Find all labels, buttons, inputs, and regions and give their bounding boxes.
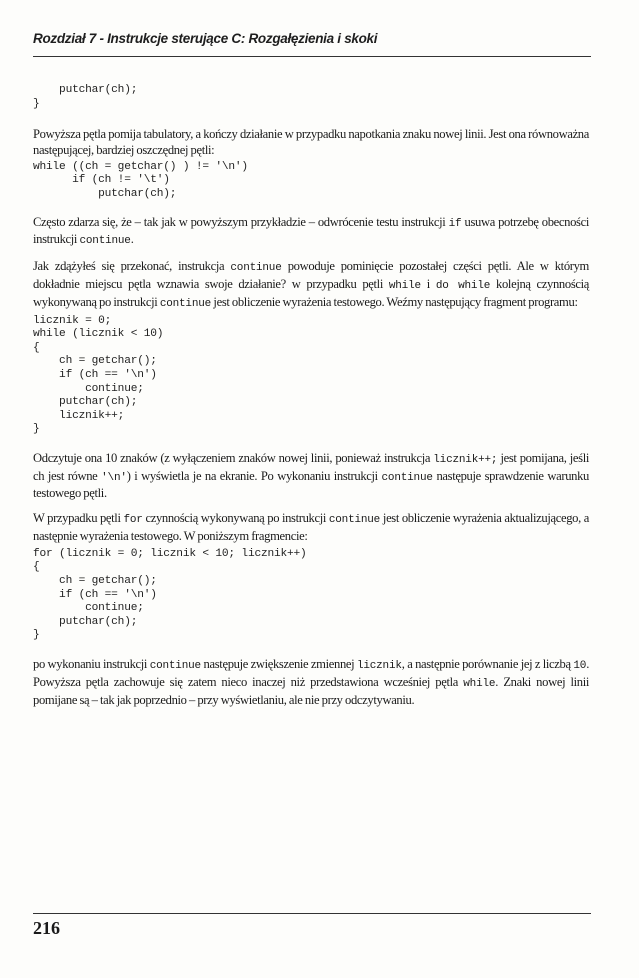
inline-code: continue — [328, 514, 381, 527]
paragraph-5 — [33, 511, 589, 545]
inline-code: licznik++; — [433, 453, 498, 466]
inline-code: '\n' — [101, 471, 127, 484]
paragraph-3 — [33, 259, 589, 312]
text-run: po wykonaniu instrukcji — [33, 657, 150, 672]
paragraph-2 — [33, 215, 589, 251]
text-run: W przypadku pętli — [33, 511, 124, 526]
inline-code: continue — [79, 235, 131, 248]
code-block-4: for (licznik = 0; licznik < 10; licznik++) { ch = getchar(); if (ch == '\n') continue; putchar(ch); } — [33, 547, 307, 642]
text-run: jest pomijana, jeśli ch jest równe — [33, 450, 589, 483]
inline-code: continue — [159, 297, 212, 310]
text-run: następuje sprawdzenie warunku testowego pętli. — [33, 468, 589, 501]
text-run: jest obliczenie wyrażenia aktualizującego, a następnie wyrażenia testowego. W poniższym fragmencie: — [33, 511, 589, 544]
text-run: Odczytuje ona 10 znaków (z wyłączeniem znaków nowej linii, ponieważ instrukcja — [33, 450, 434, 465]
text-run: usuwa potrzebę obecności instrukcji — [33, 214, 589, 247]
code-block-3: licznik = 0; while (licznik < 10) { ch = getchar(); if (ch == '\n') continue; putchar(ch); licznik++; } — [33, 314, 164, 436]
text-run: . Powyższa pętla zachowuje się zatem nieco inaczej niż przedstawiona wcześniej pętla — [33, 657, 589, 689]
text-run: jest obliczenie wyrażenia testowego. Weźmy następujący fragment programu: — [211, 294, 578, 309]
inline-code: while — [463, 677, 496, 690]
inline-code: for — [123, 514, 143, 527]
text-run: i — [420, 276, 436, 291]
text-run: , a następnie porównanie jej z liczbą — [401, 657, 574, 672]
inline-code: continue — [381, 471, 433, 484]
text-run: powoduje pominięcie pozostałej części pętli. Ale w którym dokładnie miejscu pętla wznawia swoje działanie? w przypadku pętli — [33, 259, 589, 291]
page-number: 216 — [33, 918, 60, 938]
inline-code: do while — [435, 279, 491, 292]
header-rule — [33, 56, 591, 57]
inline-code: continue — [230, 262, 282, 275]
paragraph-1: Powyższa pętla pomija tabulatory, a kończy działanie w przypadku napotkania znaku nowej linii. Jest ona równoważna następującej, bardziej oszczędnej pętli: — [33, 127, 589, 157]
paragraph-4 — [33, 451, 589, 502]
inline-code: while — [388, 279, 421, 292]
text-run: Jak zdążyłeś się przekonać, instrukcja — [33, 259, 231, 274]
text-run: ) i wyświetla je na ekranie. Po wykonaniu instrukcji — [126, 468, 382, 483]
code-block-2: while ((ch = getchar() ) != '\n') if (ch != '\t') putchar(ch); — [33, 160, 248, 200]
inline-code: 10 — [573, 660, 587, 673]
text-run: . Znaki nowej linii pomijane są – tak jak poprzednio – przy wyświetlaniu, ale nie przy odczytywaniu. — [33, 674, 589, 707]
page-body — [33, 84, 589, 708]
text-run: . — [130, 232, 134, 247]
text-run: Często zdarza się, że – tak jak w powyższym przykładzie – odwrócenie testu instrukcji — [33, 214, 449, 229]
footer-rule — [33, 913, 591, 914]
running-header: Rozdział 7 - Instrukcje sterujące C: Rozgałęzienia i skoki — [33, 31, 378, 46]
code-block-1: putchar(ch); } — [33, 84, 138, 110]
inline-code: continue — [149, 660, 201, 673]
text-run: czynnością wykonywaną po instrukcji — [142, 511, 329, 526]
text-run: następuje zwiększenie zmiennej — [200, 657, 357, 672]
text-run: kolejną czynnością wykonywaną po instrukcji — [33, 276, 589, 309]
inline-code: if — [448, 217, 462, 230]
inline-code: licznik — [356, 660, 402, 673]
paragraph-6 — [33, 657, 589, 708]
